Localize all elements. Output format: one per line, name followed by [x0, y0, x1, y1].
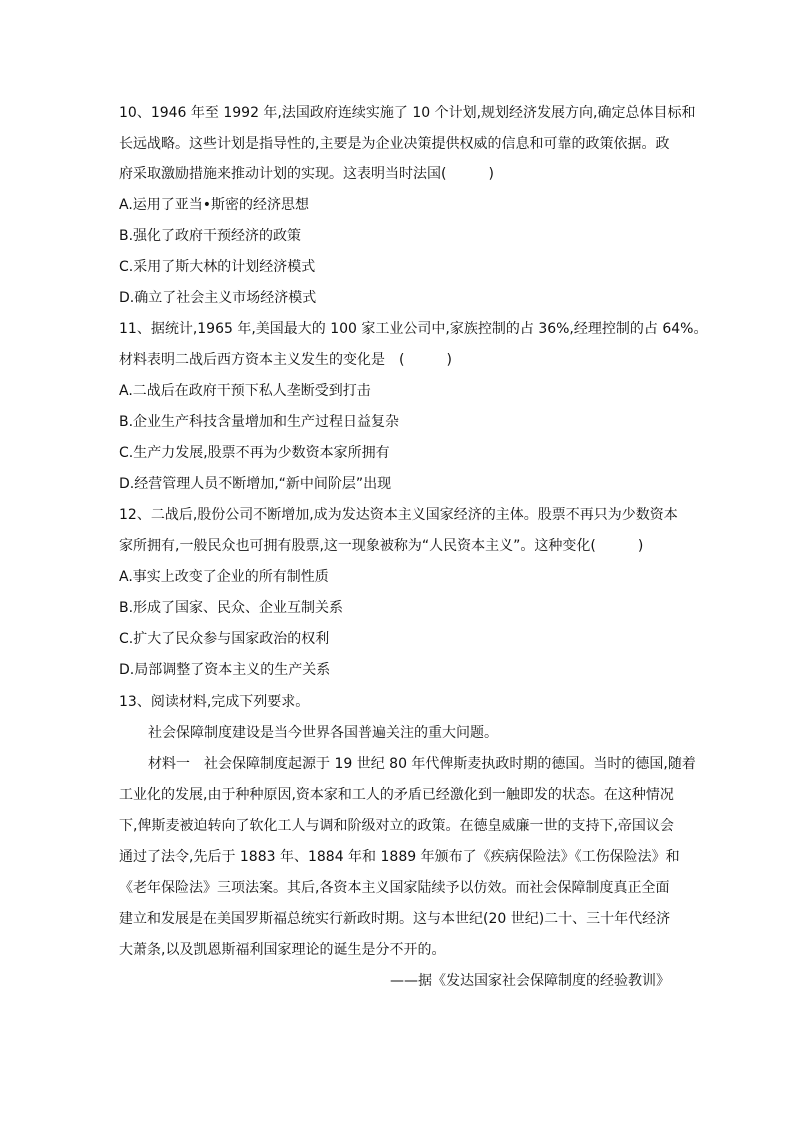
q11-stem-line-1: 11、据统计,1965 年,美国最大的 100 家工业公司中,家族控制的占 36%,经理控制的占 64%。: [119, 321, 708, 337]
q11-option-c: C.生产力发展,股票不再为少数资本家所拥有: [119, 445, 390, 461]
q12-option-b: B.形成了国家、民众、企业互制关系: [119, 600, 344, 616]
q13-stem: 13、阅读材料,完成下列要求。: [119, 694, 310, 710]
q13-source-citation: ——据《发达国家社会保障制度的经验教训》: [390, 973, 670, 989]
q11-option-a: A.二战后在政府干预下私人垄断受到打击: [119, 383, 371, 399]
q10-stem-line-2: 长远战略。这些计划是指导性的,主要是为企业决策提供权威的信息和可靠的政策依据。政: [119, 136, 670, 152]
q10-option-b: B.强化了政府干预经济的政策: [119, 228, 302, 244]
q12-option-c: C.扩大了民众参与国家政治的权利: [119, 631, 330, 647]
q11-option-b: B.企业生产科技含量增加和生产过程日益复杂: [119, 414, 400, 430]
q12-option-d: D.局部调整了资本主义的生产关系: [119, 662, 331, 678]
q13-material-line-6: 建立和发展是在美国罗斯福总统实行新政时期。这与本世纪(20 世纪)二十、三十年代经济: [119, 911, 671, 927]
q12-stem-line-2: 家所拥有,一般民众也可拥有股票,这一现象被称为“人民资本主义”。这种变化( ): [119, 538, 644, 554]
q10-option-d: D.确立了社会主义市场经济模式: [119, 290, 317, 306]
q13-material-line-4: 通过了法令,先后于 1883 年、1884 年和 1889 年颁布了《疾病保险法》《工伤保险法》和: [119, 849, 680, 865]
q13-material-line-5: 《老年保险法》三项法案。其后,各资本主义国家陆续予以仿效。而社会保障制度真正全面: [119, 880, 670, 896]
q13-material-line-1: 材料一 社会保障制度起源于 19 世纪 80 年代俾斯麦执政时期的德国。当时的德国,随着: [148, 756, 696, 772]
q11-option-d: D.经营管理人员不断增加,“新中间阶层”出现: [119, 476, 392, 492]
q10-option-c: C.采用了斯大林的计划经济模式: [119, 259, 316, 275]
q12-stem-line-1: 12、二战后,股份公司不断增加,成为发达资本主义国家经济的主体。股票不再只为少数资本: [119, 507, 678, 523]
q10-stem-line-1: 10、1946 年至 1992 年,法国政府连续实施了 10 个计划,规划经济发展方向,确定总体目标和: [119, 105, 696, 121]
q10-stem-line-3: 府采取激励措施来推动计划的实现。这表明当时法国( ): [119, 166, 494, 182]
q13-material-line-3: 下,俾斯麦被迫转向了软化工人与调和阶级对立的政策。在德皇威廉一世的支持下,帝国议会: [119, 818, 674, 834]
q11-stem-line-2: 材料表明二战后西方资本主义发生的变化是 ( ): [119, 352, 452, 368]
q13-material-line-2: 工业化的发展,由于种种原因,资本家和工人的矛盾已经激化到一触即发的状态。在这种情况: [119, 787, 674, 803]
q10-option-a: A.运用了亚当•斯密的经济思想: [119, 197, 310, 213]
q13-intro: 社会保障制度建设是当今世界各国普遍关注的重大问题。: [148, 725, 498, 741]
q12-option-a: A.事实上改变了企业的所有制性质: [119, 569, 329, 585]
q13-material-line-7: 大萧条,以及凯恩斯福利国家理论的诞生是分不开的。: [119, 942, 446, 958]
